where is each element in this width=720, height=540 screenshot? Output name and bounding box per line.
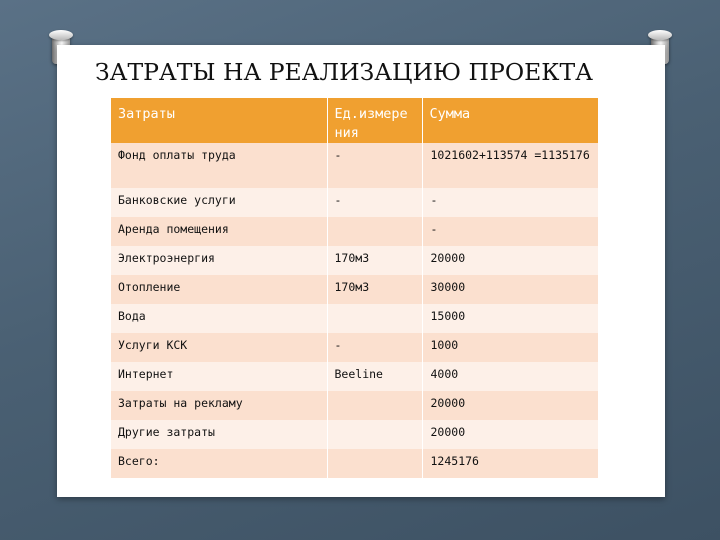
cell-item: Банковские услуги xyxy=(111,188,327,217)
cell-unit xyxy=(327,304,422,333)
cell-amount: 1000 xyxy=(422,333,598,362)
header-unit: Ед.измере ния xyxy=(327,98,422,143)
table-row-total xyxy=(111,449,598,478)
table-row xyxy=(111,246,598,275)
cell-item: Электроэнергия xyxy=(111,246,327,275)
cell-item: Фонд оплаты труда xyxy=(111,143,327,188)
cell-item: Всего: xyxy=(111,449,327,478)
cell-item: Затраты на рекламу xyxy=(111,391,327,420)
table-row xyxy=(111,275,598,304)
cell-item: Услуги КСК xyxy=(111,333,327,362)
table-row xyxy=(111,420,598,449)
cell-amount: 20000 xyxy=(422,246,598,275)
cell-unit: 170м3 xyxy=(327,275,422,304)
table-row xyxy=(111,333,598,362)
cell-unit xyxy=(327,391,422,420)
slide-title: ЗАТРАТЫ НА РЕАЛИЗАЦИЮ ПРОЕКТА xyxy=(95,58,593,86)
table-row xyxy=(111,188,598,217)
cell-amount: - xyxy=(422,188,598,217)
cell-amount: 20000 xyxy=(422,391,598,420)
costs-table xyxy=(111,98,599,478)
cell-unit: - xyxy=(327,333,422,362)
cell-unit: 170м3 xyxy=(327,246,422,275)
cell-unit xyxy=(327,217,422,246)
cell-item: Вода xyxy=(111,304,327,333)
table-row xyxy=(111,143,598,188)
table-row xyxy=(111,391,598,420)
cell-amount: 20000 xyxy=(422,420,598,449)
cell-amount: 1245176 xyxy=(422,449,598,478)
table-row xyxy=(111,217,598,246)
cell-unit: Beeline xyxy=(327,362,422,391)
table-header-row xyxy=(111,98,598,143)
table-row xyxy=(111,362,598,391)
cell-amount: 30000 xyxy=(422,275,598,304)
cell-unit xyxy=(327,420,422,449)
cell-item: Интернет xyxy=(111,362,327,391)
cell-item: Другие затраты xyxy=(111,420,327,449)
table-row xyxy=(111,304,598,333)
cell-amount: - xyxy=(422,217,598,246)
cell-amount: 4000 xyxy=(422,362,598,391)
header-amount: Сумма xyxy=(422,98,598,143)
cell-unit: - xyxy=(327,143,422,188)
cell-amount: 15000 xyxy=(422,304,598,333)
cell-amount: 1021602+113574 =1135176 xyxy=(422,143,598,188)
cell-item: Аренда помещения xyxy=(111,217,327,246)
header-costs: Затраты xyxy=(111,98,327,143)
cell-unit: - xyxy=(327,188,422,217)
cell-unit xyxy=(327,449,422,478)
cell-item: Отопление xyxy=(111,275,327,304)
